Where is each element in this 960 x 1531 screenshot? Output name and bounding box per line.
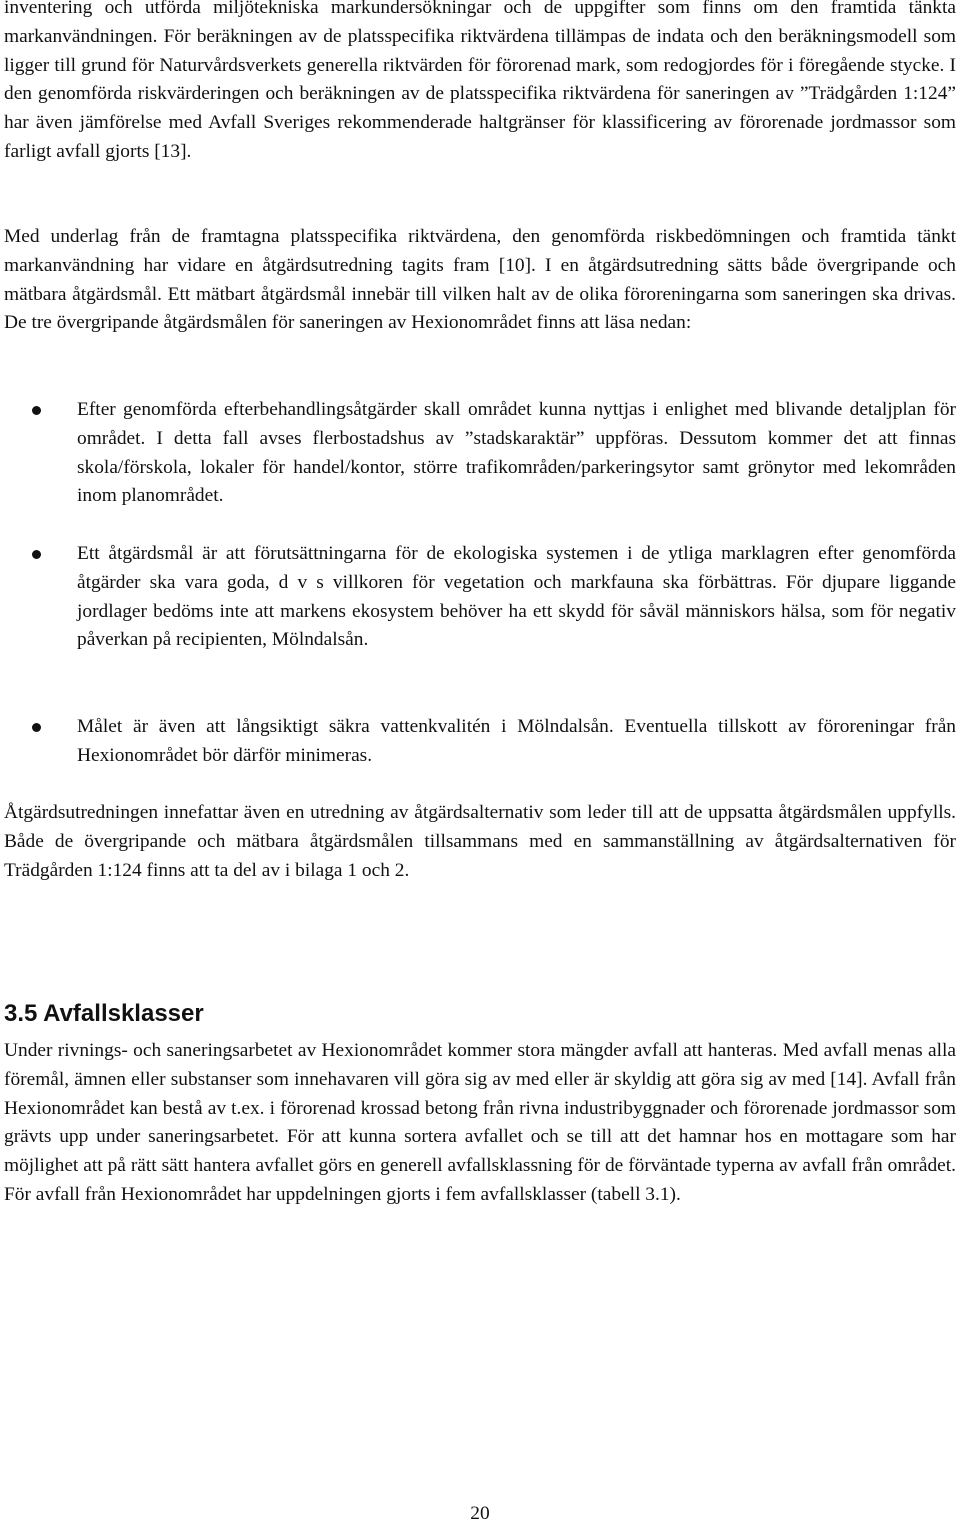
page-number: 20 <box>470 1503 490 1524</box>
paragraph-alternatives: Åtgärdsutredningen innefattar även en utredning av åtgärdsalternativ som leder till att de uppsatta åtgärdsmålen uppfylls. Både de övergripande och mätbara åtgärdsmålen tillsammans med en sammanställning av åtgärdsalternativen för Trädgården 1:124 finns att ta del av i bilaga 1 och 2. <box>4 802 956 881</box>
paragraph-intro: inventering och utförda miljötekniska markundersökningar och de uppgifter som finns om den framtida tänkta markanvändningen. För beräkningen av de platsspecifika riktvärdena tillämpas de indata och den beräkningsmodell som ligger till grund för Naturvårdsverkets generella riktvärden för förorenad mark, som redogjordes för i föregående stycke. I den genomförda riskvärderingen och beräkningen av de platsspecifika riktvärdena för saneringen av ”Trädgården 1:124” har även jämförelse med Avfall Sveriges rekommenderade haltgränser för klassificering av förorenade jordmassor som farligt avfall gjorts [13]. <box>4 0 956 162</box>
bullet-item-3 <box>4 713 956 771</box>
bullet-text-3: Målet är även att långsiktigt säkra vattenkvalitén i Mölndalsån. Eventuella tillskott av föroreningar från Hexionområdet bör därför minimeras. <box>77 716 956 766</box>
bullet-icon <box>32 406 41 415</box>
paragraph-waste: Under rivnings- och saneringsarbetet av Hexionområdet kommer stora mängder avfall att hanteras. Med avfall menas alla föremål, ämnen eller substanser som innehavaren vill göra sig av med eller är skyldig att göra sig av med [14]. Avfall från Hexionområdet kan bestå av t.ex. i förorenad krossad betong från rivna industribyggnader och förorenade jordmassor som grävts upp under saneringsarbetet. För att kunna sortera avfallet och se till att det hamnar hos en mottagare som har möjlighet att på rätt sätt hantera avfallet görs en generell avfallsklassning för de förväntade typerna av avfall från området. För avfall från Hexionområdet har uppdelningen gjorts i fem avfallsklasser (tabell 3.1). <box>4 1040 956 1205</box>
bullet-icon <box>32 723 41 732</box>
bullet-item-1 <box>4 396 956 511</box>
bullet-text-2: Ett åtgärdsmål är att förutsättningarna för de ekologiska systemen i de ytliga marklagren efter genomförda åtgärder ska vara goda, d v s villkoren för vegetation och markfauna ska förbättras. För djupare liggande jordlager bedöms inte att markens ekosystem behöver ha ett skydd för såväl människors hälsa, som för negativ påverkan på recipienten, Mölndalsån. <box>77 543 956 651</box>
section-heading: 3.5 Avfallsklasser <box>4 1000 204 1027</box>
bullet-text-1: Efter genomförda efterbehandlingsåtgärder skall området kunna nyttjas i enlighet med blivande detaljplan för området. I detta fall avses flerbostadshus av ”stadskaraktär” uppföras. Dessutom kommer det att finnas skola/förskola, lokaler för handel/kontor, större trafikområden/parkeringsytor samt grönytor med lekområden inom planområdet. <box>77 399 956 507</box>
bullet-icon <box>32 550 41 559</box>
bullet-item-2 <box>4 540 956 655</box>
paragraph-measures: Med underlag från de framtagna platsspecifika riktvärdena, den genomförda riskbedömningen och framtida tänkt markanvändning har vidare en åtgärdsutredning tagits fram [10]. I en åtgärdsutredning sätts både övergripande och mätbara åtgärdsmål. Ett mätbart åtgärdsmål innebär till vilken halt av de olika föroreningarna som saneringen ska drivas. De tre övergripande åtgärdsmålen för saneringen av Hexionområdet finns att läsa nedan: <box>4 226 956 334</box>
